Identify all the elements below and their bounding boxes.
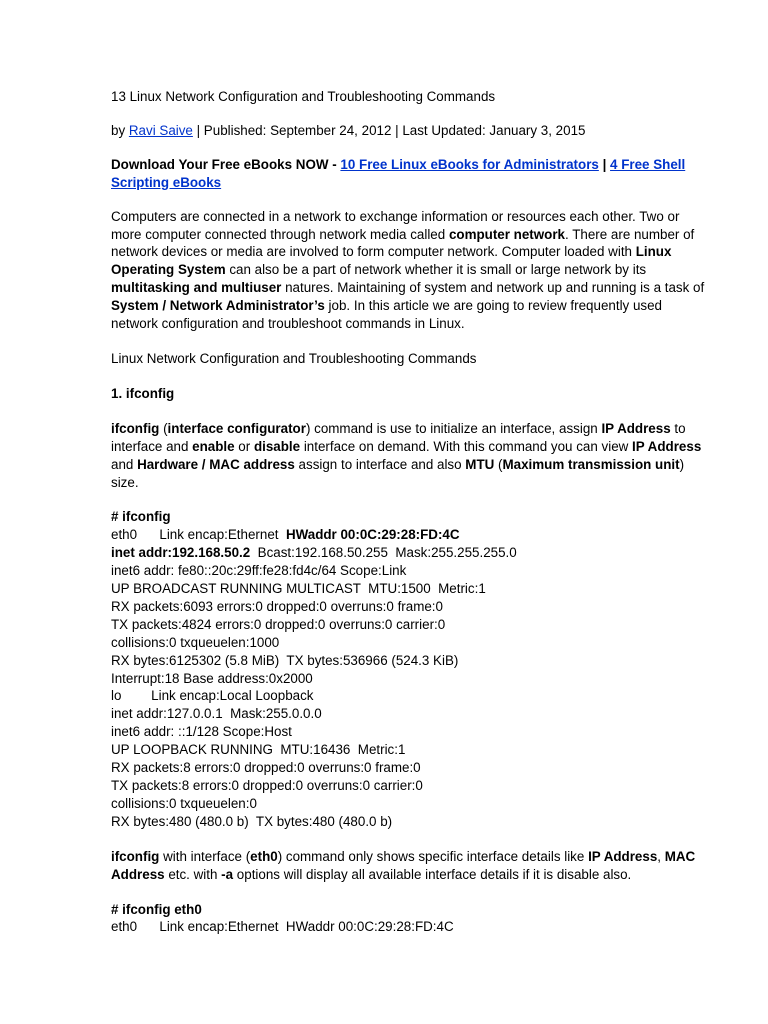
desc2-bold: MAC Address xyxy=(111,848,696,882)
code-line: TX packets:8 errors:0 dropped:0 overruns:0 carrier:0 xyxy=(111,778,423,793)
desc-text: to interface and xyxy=(111,420,686,454)
desc-text: and xyxy=(111,456,138,472)
code-line: RX bytes:6125302 (5.8 MiB) TX bytes:536966 (524.3 KiB) xyxy=(111,652,459,668)
desc-text: ) command is use to initialize an interface, assign xyxy=(305,420,602,436)
intro-text-2: . There are number of network devices or media are involved to form computer network. Computer loaded with xyxy=(111,226,695,260)
desc2-text: etc. with xyxy=(164,866,222,882)
code-line: eth0 Link encap:Ethernet HWaddr 00:0C:29:28:FD:4C xyxy=(111,919,454,935)
desc2-text: with interface ( xyxy=(159,848,251,864)
code-command-text: # ifconfig xyxy=(111,509,171,525)
desc-text: ( xyxy=(494,456,503,472)
desc2-text: ) command only shows specific interface details like xyxy=(277,848,589,864)
section-subheading: Linux Network Configuration and Troubleshooting Commands xyxy=(111,350,477,366)
desc2-bold: eth0 xyxy=(250,848,278,864)
code-line: UP LOOPBACK RUNNING MTU:16436 Metric:1 xyxy=(111,742,406,758)
shell-scripting-link[interactable]: 4 Free Shell Scripting eBooks xyxy=(111,156,686,190)
code-line: UP BROADCAST RUNNING MULTICAST MTU:1500 Metric:1 xyxy=(111,581,486,597)
desc2-text: options will display all available interface details if it is disable also. xyxy=(233,866,632,882)
code-block-ifconfig xyxy=(111,508,711,830)
code-block-ifconfig-eth0 xyxy=(111,901,711,937)
section-description xyxy=(111,420,711,492)
code-line: inet6 addr: fe80::20c:29ff:fe28:fd4c/64 Scope:Link xyxy=(111,563,407,579)
intro-paragraph xyxy=(111,208,711,333)
code-line: RX packets:6093 errors:0 dropped:0 overruns:0 frame:0 xyxy=(111,598,443,614)
intro-bold-4: System / Network Administrator’s xyxy=(111,298,325,314)
desc2-bold: IP Address xyxy=(588,848,658,864)
desc-bold: interface configurator xyxy=(167,420,306,436)
desc-text: ( xyxy=(159,420,168,436)
ebooks-admin-link[interactable]: 10 Free Linux eBooks for Administrators xyxy=(340,156,599,172)
code-command-text: # ifconfig eth0 xyxy=(111,901,202,917)
intro-text-3: can also be a part of network whether it is small or large network by its xyxy=(225,262,647,278)
desc-text: assign to interface and also xyxy=(294,456,466,472)
desc-bold: ifconfig xyxy=(111,420,160,436)
code-text-bold: inet addr:192.168.50.2 xyxy=(111,545,251,561)
desc-bold: MTU xyxy=(465,456,495,472)
code-line: TX packets:4824 errors:0 dropped:0 overruns:0 carrier:0 xyxy=(111,616,446,632)
desc-text: ) size. xyxy=(111,456,685,490)
intro-text-5: job. In this article we are going to review frequently used network configuration and troubleshoot commands in Linux. xyxy=(111,298,662,332)
desc2-text: , xyxy=(657,848,665,864)
desc-bold: Hardware / MAC address xyxy=(137,456,295,472)
code-line: inet addr:127.0.0.1 Mask:255.0.0.0 xyxy=(111,706,322,722)
byline-by: by xyxy=(111,122,129,138)
byline-dates: | Published: September 24, 2012 | Last Updated: January 3, 2015 xyxy=(192,122,586,138)
byline xyxy=(111,122,711,140)
intro-bold-2: Linux Operating System xyxy=(111,244,672,278)
article-title: 13 Linux Network Configuration and Troubleshooting Commands xyxy=(111,89,496,104)
code-line: inet6 addr: ::1/128 Scope:Host xyxy=(111,724,292,740)
section-title: 1. ifconfig xyxy=(111,385,175,401)
desc-bold: enable xyxy=(192,438,235,454)
desc2-bold: ifconfig xyxy=(111,848,160,864)
section-description-2 xyxy=(111,848,711,884)
code-line: lo Link encap:Local Loopback xyxy=(111,688,314,704)
code-line: collisions:0 txqueuelen:0 xyxy=(111,795,257,811)
code-line: Interrupt:18 Base address:0x2000 xyxy=(111,670,313,686)
download-promo xyxy=(111,156,711,192)
code-line: RX bytes:480 (480.0 b) TX bytes:480 (480.0 b) xyxy=(111,813,393,829)
desc-bold: IP Address xyxy=(601,420,671,436)
desc-text: or xyxy=(234,438,254,454)
desc2-bold: -a xyxy=(221,866,234,882)
intro-bold-3: multitasking and multiuser xyxy=(111,280,282,296)
intro-text-4: natures. Maintaining of system and network up and running is a task of xyxy=(281,280,705,296)
code-text: Bcast:192.168.50.255 Mask:255.255.255.0 xyxy=(250,545,517,561)
code-text-bold: HWaddr 00:0C:29:28:FD:4C xyxy=(285,527,460,543)
code-command xyxy=(111,901,711,919)
intro-text-1: Computers are connected in a network to exchange information or resources each other. Two or more computer connected through network media called xyxy=(111,208,680,242)
desc-bold: disable xyxy=(253,438,301,454)
code-command xyxy=(111,508,711,526)
document-page xyxy=(111,88,711,953)
desc-text: interface on demand. With this command you can view xyxy=(300,438,633,454)
download-lead: Download Your Free eBooks NOW - xyxy=(111,156,341,172)
code-line xyxy=(111,544,711,562)
author-link[interactable]: Ravi Saive xyxy=(128,122,193,138)
desc-bold: Maximum transmission unit xyxy=(502,456,680,472)
desc-bold: IP Address xyxy=(632,438,702,454)
code-line xyxy=(111,526,711,544)
code-line: RX packets:8 errors:0 dropped:0 overruns:0 frame:0 xyxy=(111,760,421,776)
code-line: collisions:0 txqueuelen:1000 xyxy=(111,634,280,650)
code-text: eth0 Link encap:Ethernet xyxy=(111,527,286,543)
download-separator: | xyxy=(598,156,611,172)
intro-bold-1: computer network xyxy=(448,226,566,242)
